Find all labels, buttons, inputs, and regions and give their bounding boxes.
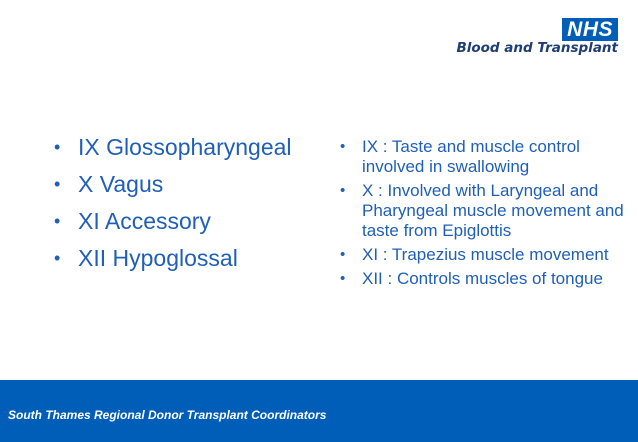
list-item-text: X : Involved with Laryngeal and Pharyngeal muscle movement and taste from Epiglottis bbox=[362, 181, 624, 240]
list-item bbox=[340, 245, 625, 265]
nhs-logo-mark: NHS bbox=[562, 18, 618, 41]
bullet-icon: • bbox=[340, 182, 346, 199]
list-item bbox=[54, 245, 334, 272]
nerve-function-list bbox=[340, 137, 625, 293]
footer-bar bbox=[0, 380, 638, 442]
nerve-list bbox=[54, 134, 334, 282]
nhs-logo bbox=[428, 18, 618, 62]
list-item-text: XI Accessory bbox=[78, 208, 211, 234]
list-item-text: X Vagus bbox=[78, 171, 164, 197]
bullet-icon: • bbox=[54, 137, 61, 157]
bullet-icon: • bbox=[340, 270, 346, 287]
bullet-icon: • bbox=[54, 211, 61, 231]
bullet-icon: • bbox=[54, 248, 61, 268]
nhs-logo-subtitle: Blood and Transplant bbox=[456, 40, 618, 56]
list-item-text: IX Glossopharyngeal bbox=[78, 134, 292, 160]
list-item bbox=[54, 134, 334, 161]
list-item-text: XII Hypoglossal bbox=[78, 245, 238, 271]
footer-text: South Thames Regional Donor Transplant Coordinators bbox=[8, 408, 327, 422]
list-item-text: IX : Taste and muscle control involved in swallowing bbox=[362, 137, 580, 176]
list-item bbox=[340, 181, 625, 241]
list-item bbox=[54, 208, 334, 235]
bullet-icon: • bbox=[340, 138, 346, 155]
bullet-icon: • bbox=[54, 174, 61, 194]
list-item bbox=[54, 171, 334, 198]
list-item bbox=[340, 137, 625, 177]
list-item-text: XII : Controls muscles of tongue bbox=[362, 269, 603, 288]
list-item bbox=[340, 269, 625, 289]
list-item-text: XI : Trapezius muscle movement bbox=[362, 245, 609, 264]
bullet-icon: • bbox=[340, 246, 346, 263]
